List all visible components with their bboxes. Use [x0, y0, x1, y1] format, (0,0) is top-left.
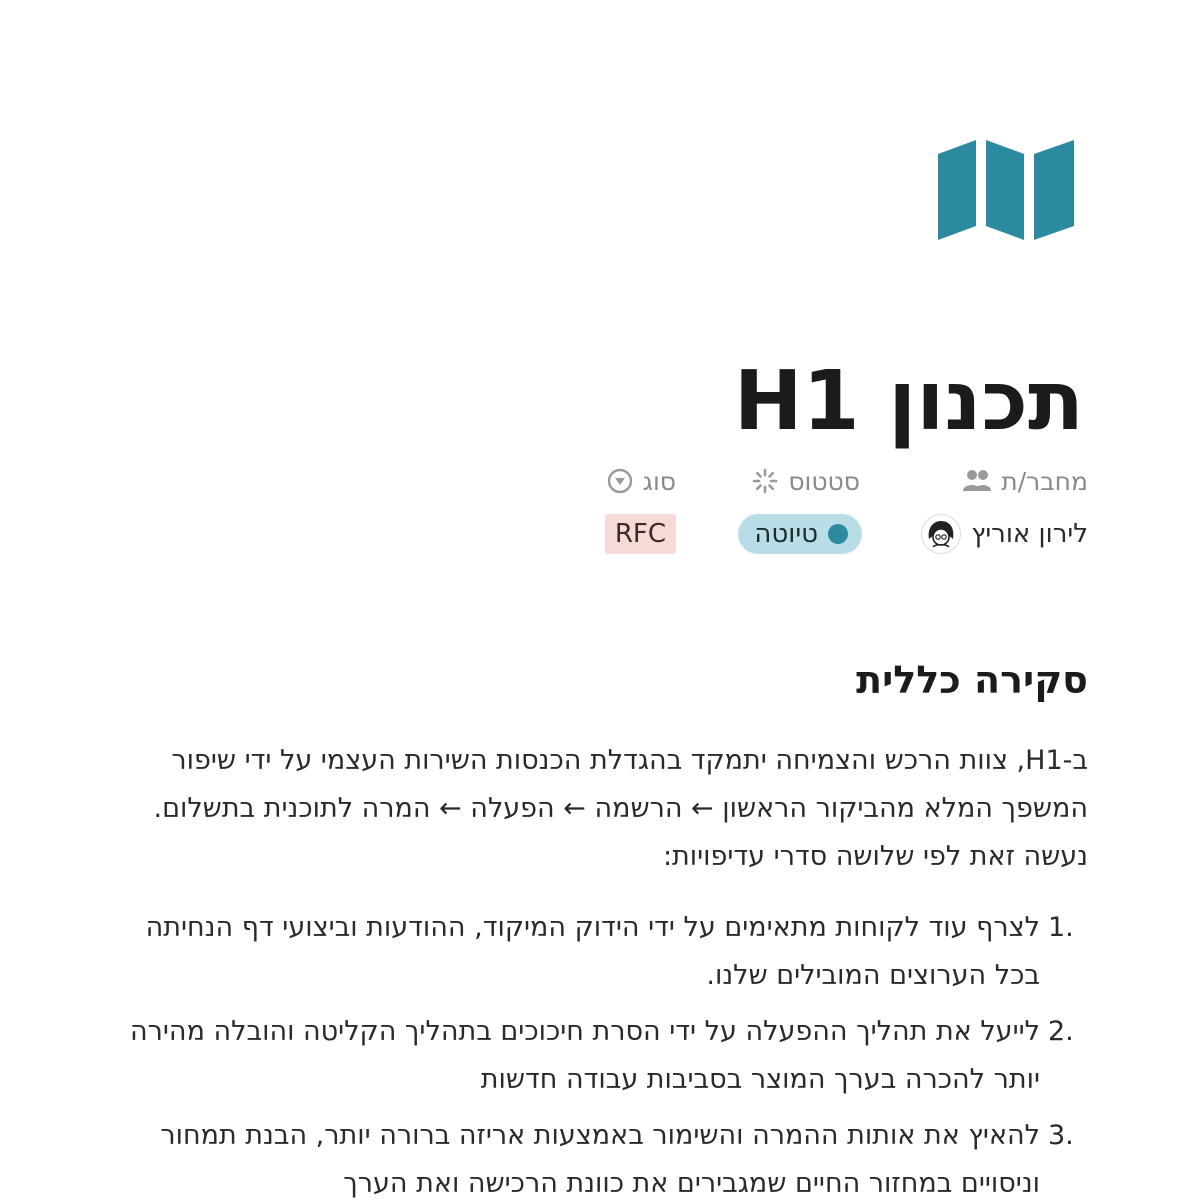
status-value: טיוטה — [754, 519, 818, 549]
status-badge[interactable] — [738, 514, 862, 554]
section-heading[interactable]: סקירה כללית — [856, 658, 1088, 702]
list-number: 3. — [1048, 1120, 1074, 1151]
property-author-header[interactable] — [963, 463, 1088, 499]
loading-spinner-icon — [752, 468, 778, 494]
list-item-text: לצרף עוד לקוחות מתאימים על ידי הידוק המיקוד, ההודעות וביצועי דף הנחיתה בכל הערוצים המובילים שלנו. — [145, 912, 1040, 991]
property-author-label: מחבר/ת — [1001, 466, 1088, 496]
author-value[interactable] — [921, 512, 1088, 556]
select-circle-icon — [607, 468, 633, 494]
map-icon[interactable] — [936, 140, 1076, 240]
list-item-text: להאיץ את אותות ההמרה והשימור באמצעות אריזה ברורה יותר, הבנת תמחור וניסויים במחזור החיים שמגבירים את כוונת הרכישה ואת הערך — [160, 1120, 1040, 1199]
list-number: 1. — [1048, 912, 1074, 943]
intro-paragraph[interactable]: ב-H1, צוות הרכש והצמיחה יתמקד בהגדלת הכנסות השירות העצמי על ידי שיפור המשפך המלא מהביקור הראשון ← הרשמה ← הפעלה ← המרה לתוכנית בתשלום. נעשה זאת לפי שלושה סדרי עדיפויות: — [153, 745, 1088, 872]
type-value: RFC — [614, 519, 666, 549]
avatar-icon — [921, 514, 961, 554]
list-item[interactable] — [112, 1008, 1088, 1104]
list-number: 2. — [1048, 1016, 1074, 1047]
list-item-text: לייעל את תהליך ההפעלה על ידי הסרת חיכוכים בתהליך הקליטה והובלה מהירה יותר להכרה בערך המוצר בסביבות עבודה חדשות — [130, 1016, 1040, 1095]
property-type-label: סוג — [642, 466, 676, 496]
list-item[interactable] — [112, 1112, 1088, 1200]
property-status-label: סטטוס — [788, 466, 860, 496]
author-name: לירון אוריץ — [971, 519, 1088, 549]
goals-list — [112, 904, 1088, 1200]
list-item[interactable] — [112, 904, 1088, 1000]
property-status-header[interactable] — [752, 463, 860, 499]
people-icon — [963, 469, 991, 493]
status-dot-icon — [828, 524, 848, 544]
page-title[interactable]: תכנון H1 — [733, 354, 1084, 449]
property-type-header[interactable] — [607, 463, 676, 499]
type-tag[interactable] — [605, 514, 676, 554]
